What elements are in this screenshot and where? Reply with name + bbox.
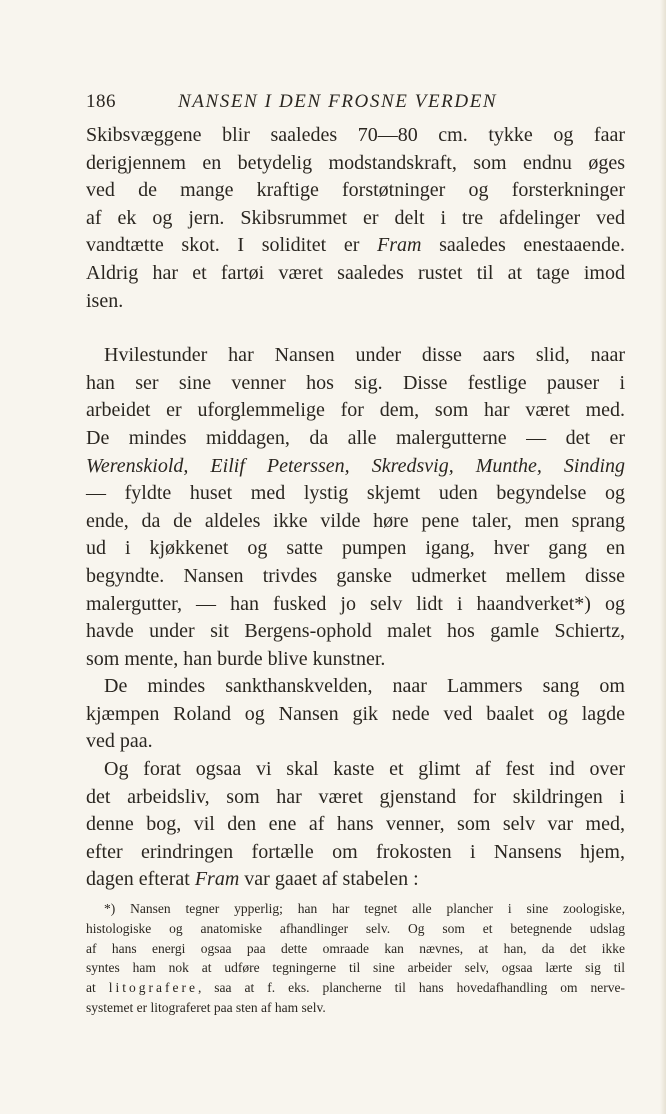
text-line: han ser sine venner hos sig. Disse festlige pauser i — [86, 371, 625, 394]
paragraph-3 — [86, 673, 625, 756]
paragraph-2 — [86, 342, 625, 673]
text-line: — fyldte huset med lystig skjemt uden begyndelse og — [86, 482, 625, 505]
text-segment: at — [86, 980, 109, 996]
text-line: af ek og jern. Skibsrummet er delt i tre afdelinger ved — [86, 206, 625, 229]
text-line: derigjennem en betydelig modstandskraft, som endnu øges — [86, 151, 625, 174]
text-line — [86, 866, 625, 894]
text-line: ud i kjøkkenet og satte pumpen igang, hver gang en — [86, 537, 625, 560]
text-line: De mindes sankthanskvelden, naar Lammers sang om — [104, 675, 625, 698]
body-text — [86, 122, 625, 894]
ship-name: Fram — [377, 234, 422, 257]
footnote-line: *) Nansen tegner ypperlig; han har tegnet alle plancher i sine zoologiske, — [104, 901, 625, 916]
text-line — [86, 232, 625, 260]
text-segment: dagen efterat — [86, 868, 195, 891]
text-segment: vandtætte skot. I soliditet er — [86, 234, 378, 257]
text-line: det arbeidsliv, som har været gjenstand for skildringen i — [86, 785, 625, 808]
footnote — [86, 899, 625, 1018]
paragraph-4 — [86, 756, 625, 894]
text-segment: , saa at f. eks. plancherne til hans hovedafhandling om nerve- — [197, 980, 625, 996]
text-line: ved de mange kraftige forstøtninger og forsterkninger — [86, 179, 625, 202]
text-line: Hvilestunder har Nansen under disse aars slid, naar — [104, 344, 625, 367]
painter-names-line: Werenskiold, Eilif Peterssen, Skredsvig, Munthe, Sinding — [86, 454, 625, 477]
text-line: denne bog, vil den ene af hans venner, som selv var med, — [86, 813, 625, 836]
text-line: isen. — [86, 289, 124, 312]
footnote-line — [86, 978, 625, 998]
text-line: De mindes middagen, da alle malergutterne — det er — [86, 426, 625, 449]
page-header — [86, 88, 586, 116]
ship-name: Fram — [194, 868, 240, 891]
text-segment: saaledes enestaaende. — [421, 234, 626, 257]
text-segment: var gaaet af stabelen : — [239, 868, 419, 891]
text-line: kjæmpen Roland og Nansen gik nede ved baalet og lagde — [86, 702, 625, 725]
footnote-line: systemet er litograferet paa sten af ham selv. — [86, 999, 326, 1015]
text-line: arbeidet er uforglemmelige for dem, som har været med. — [86, 399, 625, 422]
text-line: malergutter, — han fusked jo selv lidt i haandverket*) og — [86, 592, 625, 615]
spaced-word: litografere — [108, 980, 198, 996]
footnote-line: syntes ham nok at udføre tegningerne til sine arbeider selv, ogsaa lærte sig til — [86, 960, 625, 976]
text-line: Skibsvæggene blir saaledes 70—80 cm. tykke og faar — [86, 124, 625, 146]
text-line: efter erindringen fortælle om frokosten i Nansens hjem, — [86, 840, 625, 863]
running-title: NANSEN I DEN FROSNE VERDEN — [178, 91, 498, 112]
text-line: Aldrig har et fartøi været saaledes rustet til at tage imod — [86, 261, 625, 284]
text-line: ende, da de aldeles ikke vilde høre pene taler, men sprang — [86, 509, 625, 532]
text-line: som mente, han burde blive kunstner. — [86, 647, 386, 670]
page-number: 186 — [86, 91, 116, 112]
footnote-line: af hans energi ogsaa paa dette omraade kan nævnes, at han, da det ikke — [86, 940, 625, 956]
footnote-line: histologiske og anatomiske afhandlinger selv. Og som et betegnende udslag — [86, 920, 625, 936]
text-line: Og forat ogsaa vi skal kaste et glimt af fest ind over — [104, 758, 625, 781]
text-line: begyndte. Nansen trivdes ganske udmerket mellem disse — [86, 564, 625, 587]
paragraph-1 — [86, 122, 625, 315]
text-line: ved paa. — [86, 730, 153, 753]
page-edge — [660, 0, 666, 1114]
text-line: havde under sit Bergens-ophold malet hos gamle Schiertz, — [86, 620, 625, 643]
